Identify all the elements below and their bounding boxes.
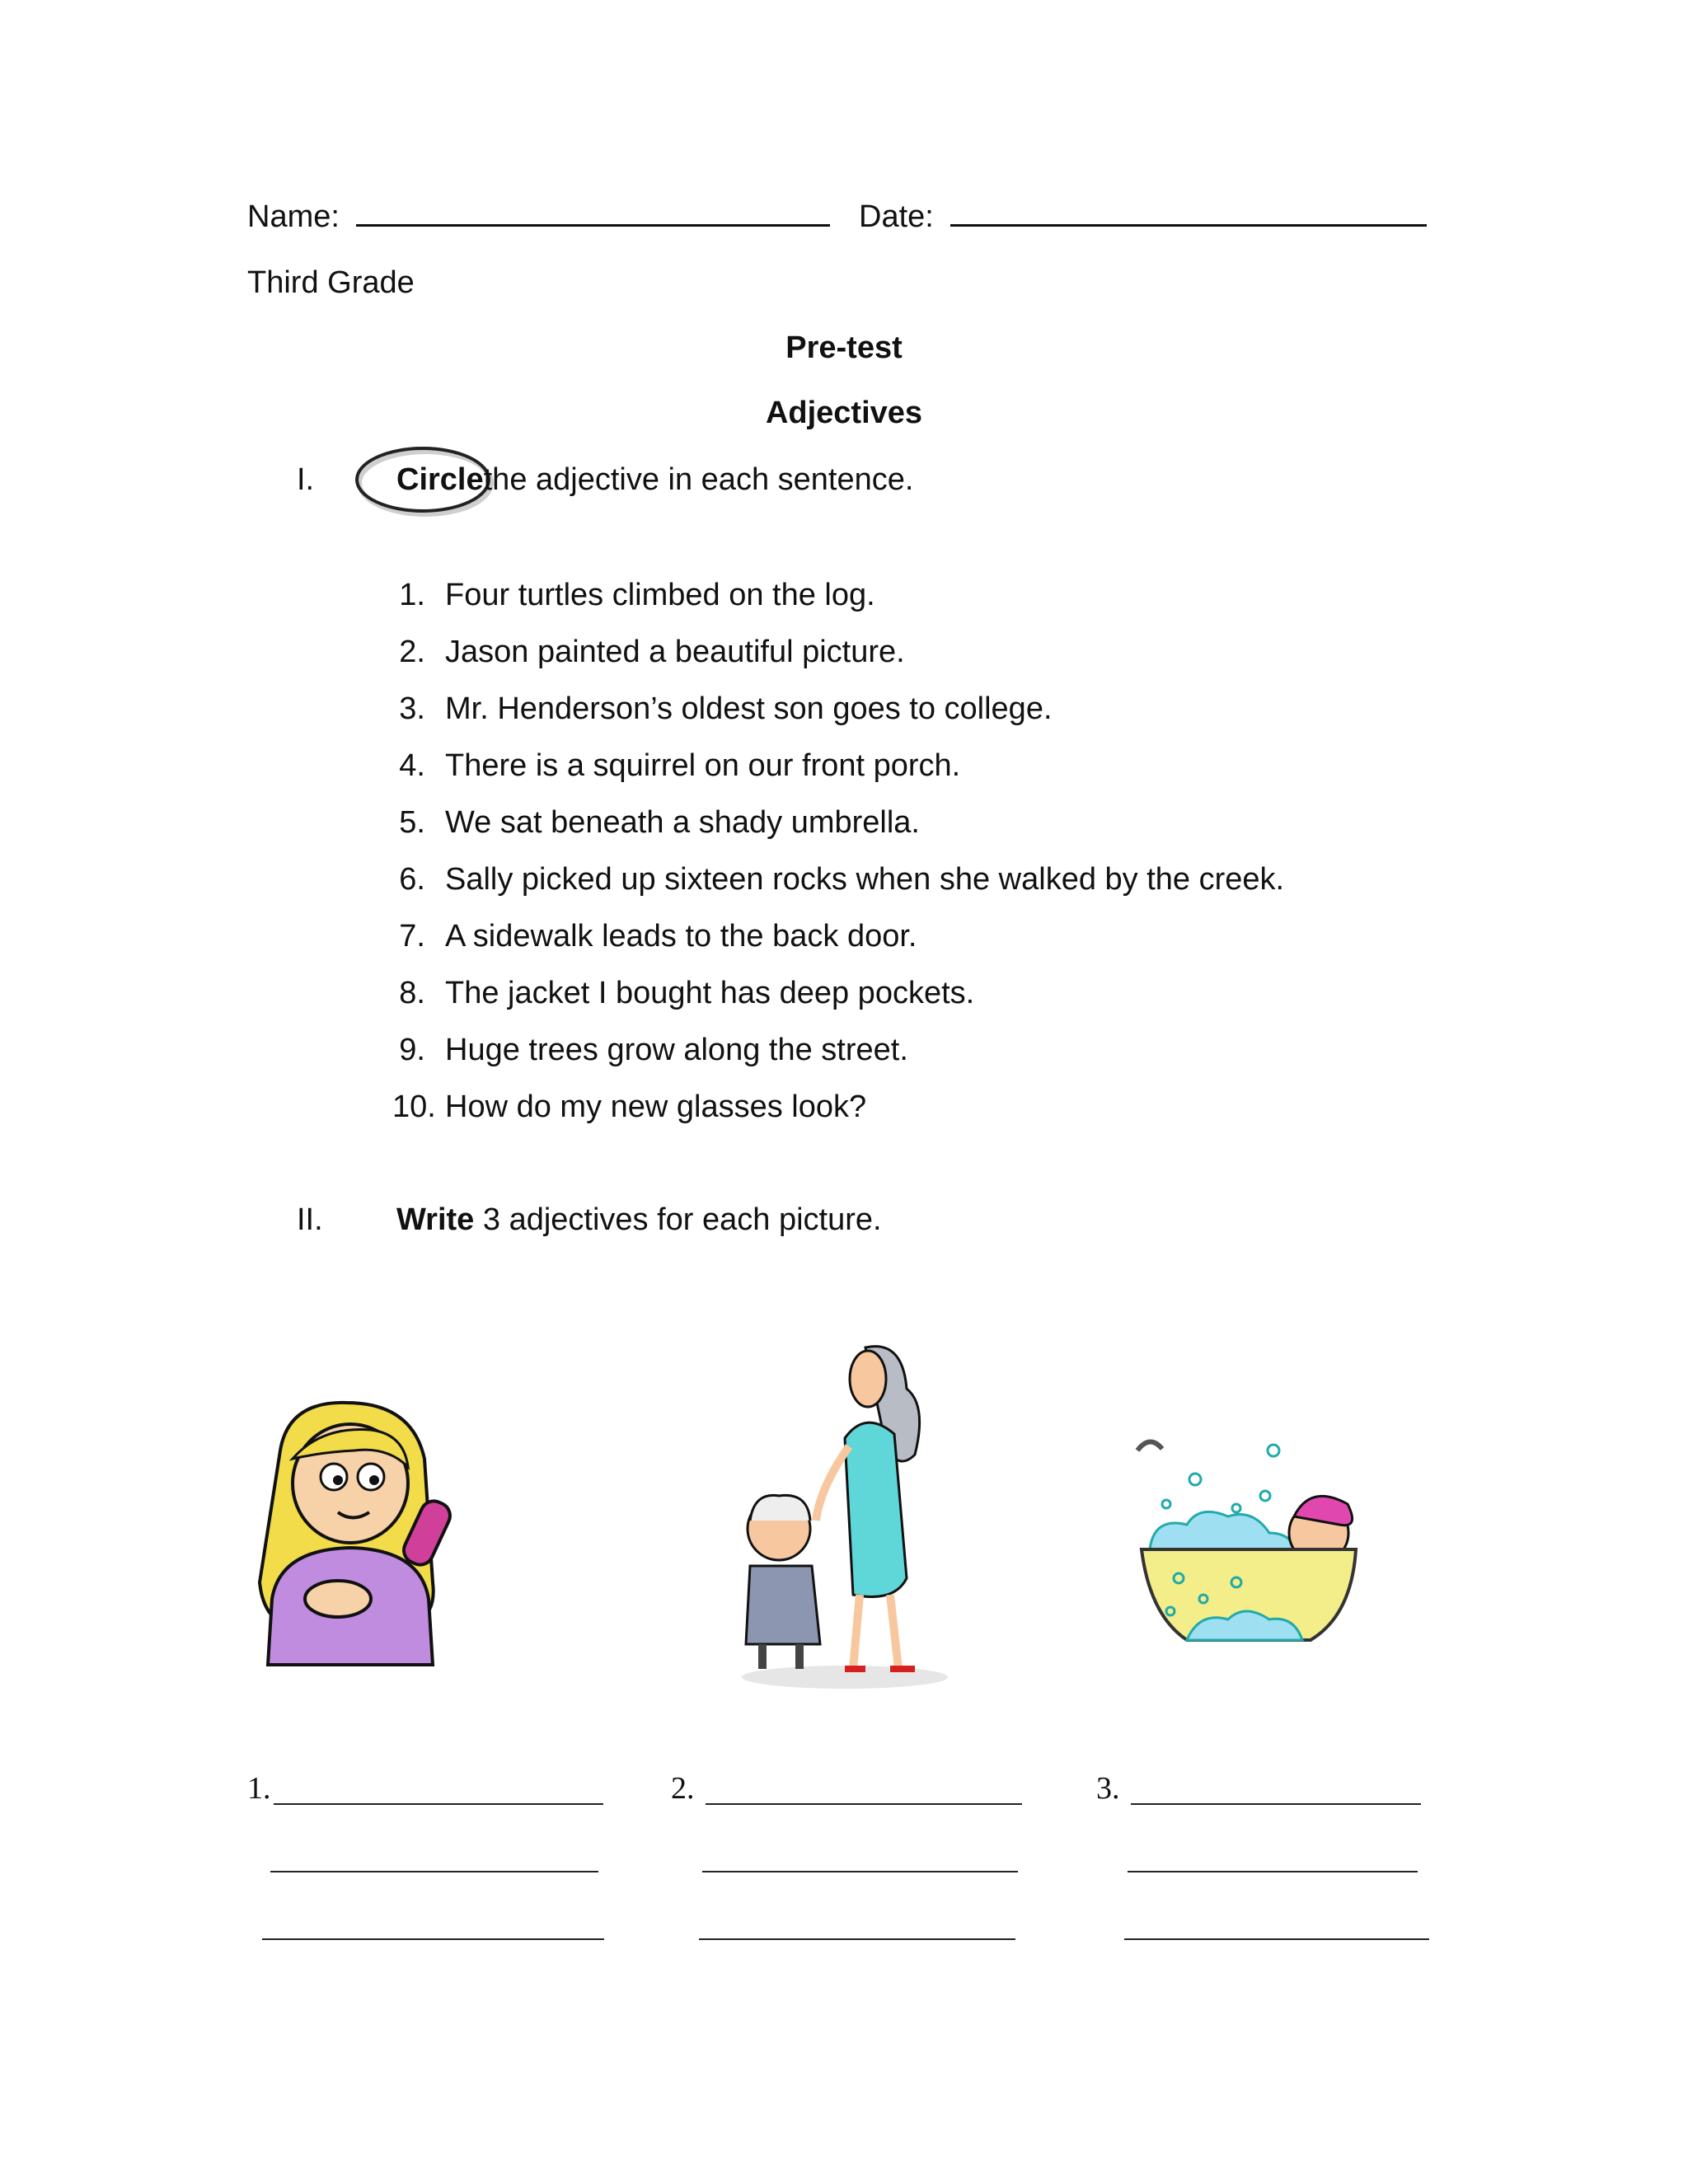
name-label: Name: (247, 199, 340, 234)
tall-woman-and-short-man-icon (729, 1331, 956, 1694)
sentence-number: 3. (399, 691, 425, 726)
name-row (247, 201, 830, 232)
sentence-text[interactable]: Jason painted a beautiful picture. (445, 635, 905, 669)
answer-line-3b[interactable] (1128, 1871, 1418, 1872)
sentence-number: 4. (399, 748, 425, 783)
girl-brushing-hair-icon (247, 1393, 470, 1673)
answer-line-2b[interactable] (702, 1871, 1018, 1872)
answer-line-2c[interactable] (699, 1938, 1015, 1940)
sentence-number: 6. (399, 862, 425, 897)
name-blank[interactable] (356, 224, 830, 227)
sentence-number: 9. (399, 1033, 425, 1067)
answer-line-1a[interactable] (274, 1803, 603, 1805)
answer-line-2a[interactable] (706, 1803, 1022, 1805)
section2-verb: Write (396, 1202, 475, 1237)
answer-line-3c[interactable] (1124, 1938, 1429, 1940)
page-title: Pre-test (785, 330, 903, 365)
sentence-text[interactable]: Huge trees grow along the street. (445, 1033, 908, 1067)
sentence-number: 1. (399, 578, 425, 612)
section2-instruction-rest: 3 adjectives for each picture. (482, 1202, 882, 1237)
sentence-text[interactable]: A sidewalk leads to the back door. (445, 919, 917, 954)
answer-label-1: 1. (247, 1771, 271, 1806)
sentence-number: 5. (399, 805, 425, 840)
sentence-number: 8. (399, 976, 425, 1010)
page-subtitle: Adjectives (765, 396, 923, 430)
bubble-bath-icon (1129, 1434, 1376, 1665)
answer-line-1b[interactable] (270, 1871, 598, 1872)
answer-label-3: 3. (1096, 1771, 1120, 1806)
section2-instruction (396, 1204, 882, 1235)
sentence-number: 7. (399, 919, 425, 954)
sentence-text[interactable]: Four turtles climbed on the log. (445, 578, 875, 612)
section2-numeral: II. (297, 1202, 323, 1237)
section1-instruction (396, 464, 913, 495)
section1-instruction-rest: the adjective in each sentence. (483, 462, 914, 497)
sentence-text[interactable]: Mr. Henderson’s oldest son goes to college. (445, 691, 1053, 726)
answer-line-1c[interactable] (262, 1938, 604, 1940)
section1-verb: Circle (396, 462, 484, 497)
sentence-text[interactable]: Sally picked up sixteen rocks when she walked by the creek. (445, 862, 1285, 897)
sentence-text[interactable]: The jacket I bought has deep pockets. (445, 976, 975, 1010)
sentence-text[interactable]: We sat beneath a shady umbrella. (445, 805, 920, 840)
answer-label-2: 2. (671, 1771, 695, 1806)
grade-label: Third Grade (247, 265, 415, 300)
sentence-text[interactable]: How do my new glasses look? (445, 1090, 867, 1124)
answer-line-3a[interactable] (1131, 1803, 1421, 1805)
sentence-number: 10. (392, 1090, 436, 1124)
section1-numeral: I. (297, 462, 315, 497)
sentence-text[interactable]: There is a squirrel on our front porch. (445, 748, 961, 783)
date-label: Date: (859, 199, 934, 234)
date-row (859, 201, 1427, 232)
sentence-number: 2. (399, 635, 425, 669)
date-blank[interactable] (950, 224, 1427, 227)
